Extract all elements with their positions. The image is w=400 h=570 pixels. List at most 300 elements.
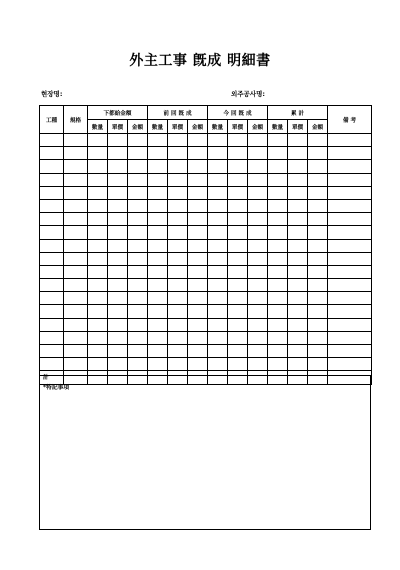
table-cell[interactable] (308, 239, 328, 252)
table-cell[interactable] (168, 265, 188, 278)
table-cell[interactable] (248, 160, 268, 173)
table-cell[interactable] (328, 318, 372, 331)
table-cell[interactable] (168, 305, 188, 318)
table-cell[interactable] (288, 160, 308, 173)
table-cell[interactable] (88, 305, 108, 318)
table-cell[interactable] (188, 318, 208, 331)
table-cell[interactable] (228, 173, 248, 186)
table-cell[interactable] (64, 279, 88, 292)
table-cell[interactable] (208, 358, 228, 371)
table-cell[interactable] (188, 345, 208, 358)
table-cell[interactable] (40, 358, 64, 371)
table-cell[interactable] (228, 186, 248, 199)
table-cell[interactable] (248, 292, 268, 305)
table-cell[interactable] (208, 186, 228, 199)
table-row (40, 305, 372, 318)
table-cell[interactable] (228, 305, 248, 318)
table-cell[interactable] (64, 226, 88, 239)
table-cell[interactable] (168, 173, 188, 186)
table-cell[interactable] (328, 147, 372, 160)
table-cell[interactable] (248, 226, 268, 239)
table-cell[interactable] (268, 173, 288, 186)
table-cell[interactable] (168, 134, 188, 147)
table-cell[interactable] (328, 186, 372, 199)
table-cell[interactable] (108, 279, 128, 292)
table-cell[interactable] (308, 134, 328, 147)
table-cell[interactable] (168, 213, 188, 226)
table-cell[interactable] (108, 358, 128, 371)
table-cell[interactable] (148, 226, 168, 239)
table-cell[interactable] (148, 173, 168, 186)
header-contract-amount: 下都給金額 (88, 106, 148, 120)
table-cell[interactable] (108, 252, 128, 265)
table-cell[interactable] (248, 147, 268, 160)
table-cell[interactable] (248, 239, 268, 252)
table-cell[interactable] (168, 279, 188, 292)
table-cell[interactable] (64, 213, 88, 226)
table-cell[interactable] (328, 345, 372, 358)
table-cell[interactable] (268, 239, 288, 252)
table-cell[interactable] (148, 186, 168, 199)
table-cell[interactable] (88, 173, 108, 186)
table-cell[interactable] (40, 213, 64, 226)
table-cell[interactable] (228, 292, 248, 305)
table-cell[interactable] (248, 331, 268, 344)
table-cell[interactable] (328, 199, 372, 212)
table-cell[interactable] (228, 226, 248, 239)
table-cell[interactable] (88, 239, 108, 252)
table-cell[interactable] (328, 239, 372, 252)
table-cell[interactable] (288, 345, 308, 358)
table-cell[interactable] (148, 134, 168, 147)
table-cell[interactable] (308, 160, 328, 173)
table-cell[interactable] (308, 265, 328, 278)
table-cell[interactable] (288, 134, 308, 147)
table-cell[interactable] (248, 358, 268, 371)
table-cell[interactable] (308, 345, 328, 358)
table-cell[interactable] (128, 331, 148, 344)
table-cell[interactable] (40, 305, 64, 318)
table-cell[interactable] (228, 265, 248, 278)
special-notes-box (39, 375, 371, 530)
table-cell[interactable] (128, 279, 148, 292)
table-cell[interactable] (148, 279, 168, 292)
table-cell[interactable] (148, 331, 168, 344)
table-cell[interactable] (128, 345, 148, 358)
table-cell[interactable] (328, 134, 372, 147)
table-cell[interactable] (268, 292, 288, 305)
table-cell[interactable] (248, 213, 268, 226)
table-cell[interactable] (64, 265, 88, 278)
table-cell[interactable] (288, 239, 308, 252)
table-cell[interactable] (108, 345, 128, 358)
table-cell[interactable] (208, 279, 228, 292)
table-cell[interactable] (148, 318, 168, 331)
special-notes-label: *特記事項 (43, 385, 70, 391)
table-cell[interactable] (148, 265, 168, 278)
table-row (40, 279, 372, 292)
table-cell[interactable] (188, 239, 208, 252)
table-cell[interactable] (168, 226, 188, 239)
table-cell[interactable] (64, 345, 88, 358)
table-cell[interactable] (268, 213, 288, 226)
table-cell[interactable] (288, 292, 308, 305)
table-cell[interactable] (168, 345, 188, 358)
table-cell[interactable] (64, 292, 88, 305)
table-cell[interactable] (188, 213, 208, 226)
table-cell[interactable] (168, 147, 188, 160)
table-cell[interactable] (188, 305, 208, 318)
table-cell[interactable] (248, 265, 268, 278)
table-cell[interactable] (228, 199, 248, 212)
table-cell[interactable] (308, 358, 328, 371)
table-cell[interactable] (168, 239, 188, 252)
table-cell[interactable] (128, 292, 148, 305)
table-cell[interactable] (288, 213, 308, 226)
table-cell[interactable] (248, 173, 268, 186)
table-cell[interactable] (148, 305, 168, 318)
table-cell[interactable] (248, 345, 268, 358)
table-cell[interactable] (328, 252, 372, 265)
table-cell[interactable] (228, 160, 248, 173)
table-cell[interactable] (40, 292, 64, 305)
table-cell[interactable] (208, 345, 228, 358)
table-cell[interactable] (248, 134, 268, 147)
table-cell[interactable] (188, 226, 208, 239)
header-remarks: 備 考 (328, 106, 372, 134)
subheader-unit-price: 單價 (288, 120, 308, 134)
table-cell[interactable] (188, 358, 208, 371)
table-cell[interactable] (288, 358, 308, 371)
table-cell[interactable] (108, 147, 128, 160)
table-cell[interactable] (88, 147, 108, 160)
table-cell[interactable] (40, 160, 64, 173)
table-cell[interactable] (308, 186, 328, 199)
table-cell[interactable] (148, 252, 168, 265)
table-cell[interactable] (208, 160, 228, 173)
table-cell[interactable] (188, 199, 208, 212)
table-cell[interactable] (188, 186, 208, 199)
table-cell[interactable] (288, 252, 308, 265)
table-cell[interactable] (108, 239, 128, 252)
table-row (40, 252, 372, 265)
table-cell[interactable] (328, 173, 372, 186)
table-cell[interactable] (268, 265, 288, 278)
table-cell[interactable] (128, 265, 148, 278)
table-cell[interactable] (268, 318, 288, 331)
table-cell[interactable] (228, 147, 248, 160)
table-cell[interactable] (128, 186, 148, 199)
table-cell[interactable] (188, 331, 208, 344)
table-cell[interactable] (268, 199, 288, 212)
table-cell[interactable] (108, 318, 128, 331)
table-cell[interactable] (208, 134, 228, 147)
table-cell[interactable] (88, 318, 108, 331)
header-spec: 規格 (64, 106, 88, 134)
table-cell[interactable] (108, 305, 128, 318)
table-cell[interactable] (128, 160, 148, 173)
table-cell[interactable] (40, 186, 64, 199)
table-cell[interactable] (168, 331, 188, 344)
header-work-type: 工種 (40, 106, 64, 134)
subheader-amount: 金額 (248, 120, 268, 134)
table-cell[interactable] (64, 173, 88, 186)
table-cell[interactable] (108, 160, 128, 173)
table-cell[interactable] (268, 252, 288, 265)
table-cell[interactable] (288, 173, 308, 186)
table-cell[interactable] (128, 239, 148, 252)
table-cell[interactable] (108, 134, 128, 147)
table-cell[interactable] (148, 358, 168, 371)
table-cell[interactable] (308, 213, 328, 226)
table-cell[interactable] (108, 265, 128, 278)
table-cell[interactable] (188, 279, 208, 292)
table-cell[interactable] (308, 252, 328, 265)
table-cell[interactable] (88, 134, 108, 147)
table-cell[interactable] (108, 213, 128, 226)
table-cell[interactable] (308, 279, 328, 292)
table-cell[interactable] (148, 147, 168, 160)
table-cell[interactable] (208, 226, 228, 239)
table-cell[interactable] (308, 292, 328, 305)
table-cell[interactable] (88, 213, 108, 226)
table-cell[interactable] (88, 358, 108, 371)
table-cell[interactable] (328, 160, 372, 173)
table-cell[interactable] (328, 265, 372, 278)
table-cell[interactable] (288, 305, 308, 318)
table-cell[interactable] (148, 213, 168, 226)
header-previous-progress: 前 回 旣 成 (148, 106, 208, 120)
table-row (40, 173, 372, 186)
table-cell[interactable] (40, 134, 64, 147)
table-row (40, 199, 372, 212)
table-cell[interactable] (108, 173, 128, 186)
table-cell[interactable] (128, 252, 148, 265)
table-cell[interactable] (64, 186, 88, 199)
table-cell[interactable] (64, 134, 88, 147)
table-row (40, 345, 372, 358)
table-cell[interactable] (248, 186, 268, 199)
table-cell[interactable] (40, 265, 64, 278)
table-cell[interactable] (40, 318, 64, 331)
table-cell[interactable] (88, 331, 108, 344)
subheader-amount: 金額 (128, 120, 148, 134)
table-cell[interactable] (168, 318, 188, 331)
header-cumulative: 累 計 (268, 106, 328, 120)
table-cell[interactable] (168, 186, 188, 199)
table-cell[interactable] (268, 186, 288, 199)
table-cell[interactable] (248, 279, 268, 292)
table-cell[interactable] (228, 358, 248, 371)
table-cell[interactable] (328, 279, 372, 292)
table-cell[interactable] (228, 134, 248, 147)
table-cell[interactable] (328, 331, 372, 344)
table-row (40, 186, 372, 199)
table-cell[interactable] (268, 305, 288, 318)
table-cell[interactable] (168, 252, 188, 265)
table-cell[interactable] (208, 213, 228, 226)
table-cell[interactable] (40, 252, 64, 265)
table-cell[interactable] (208, 331, 228, 344)
table-cell[interactable] (308, 173, 328, 186)
table-cell[interactable] (168, 199, 188, 212)
table-cell[interactable] (168, 358, 188, 371)
subheader-amount: 金額 (308, 120, 328, 134)
table-cell[interactable] (188, 265, 208, 278)
table-cell[interactable] (88, 199, 108, 212)
table-cell[interactable] (40, 239, 64, 252)
table-cell[interactable] (208, 292, 228, 305)
table-cell[interactable] (128, 199, 148, 212)
document-title: 外主工事 旣成 明細書 (129, 53, 271, 69)
table-cell[interactable] (64, 305, 88, 318)
table-cell[interactable] (268, 134, 288, 147)
table-cell[interactable] (308, 318, 328, 331)
table-cell[interactable] (40, 226, 64, 239)
table-cell[interactable] (248, 252, 268, 265)
table-cell[interactable] (40, 345, 64, 358)
table-cell[interactable] (248, 318, 268, 331)
table-cell[interactable] (88, 292, 108, 305)
table-cell[interactable] (308, 305, 328, 318)
table-cell[interactable] (268, 160, 288, 173)
table-cell[interactable] (88, 186, 108, 199)
table-cell[interactable] (128, 226, 148, 239)
table-cell[interactable] (328, 226, 372, 239)
table-cell[interactable] (228, 279, 248, 292)
subheader-unit-price: 單價 (108, 120, 128, 134)
table-row (40, 318, 372, 331)
table-cell[interactable] (328, 358, 372, 371)
table-cell[interactable] (108, 199, 128, 212)
table-cell[interactable] (228, 345, 248, 358)
table-cell[interactable] (248, 199, 268, 212)
table-cell[interactable] (148, 160, 168, 173)
table-cell[interactable] (88, 252, 108, 265)
table-cell[interactable] (64, 358, 88, 371)
subheader-quantity: 數量 (148, 120, 168, 134)
table-cell[interactable] (148, 345, 168, 358)
table-cell[interactable] (40, 199, 64, 212)
table-cell[interactable] (128, 173, 148, 186)
table-cell[interactable] (88, 265, 108, 278)
table-cell[interactable] (288, 186, 308, 199)
table-cell[interactable] (188, 147, 208, 160)
table-cell[interactable] (268, 147, 288, 160)
table-cell[interactable] (288, 318, 308, 331)
table-cell[interactable] (308, 226, 328, 239)
table-cell[interactable] (248, 305, 268, 318)
table-cell[interactable] (308, 147, 328, 160)
table-cell[interactable] (188, 160, 208, 173)
table-cell[interactable] (308, 331, 328, 344)
table-row (40, 226, 372, 239)
table-cell[interactable] (188, 252, 208, 265)
table-cell[interactable] (208, 305, 228, 318)
header-current-progress: 今 回 旣 成 (208, 106, 268, 120)
table-cell[interactable] (268, 345, 288, 358)
table-cell[interactable] (108, 331, 128, 344)
table-cell[interactable] (40, 279, 64, 292)
table-cell[interactable] (108, 226, 128, 239)
table-cell[interactable] (148, 199, 168, 212)
table-cell[interactable] (64, 239, 88, 252)
table-cell[interactable] (228, 331, 248, 344)
table-row (40, 265, 372, 278)
table-cell[interactable] (148, 292, 168, 305)
table-cell[interactable] (228, 318, 248, 331)
table-cell[interactable] (108, 292, 128, 305)
table-cell[interactable] (228, 213, 248, 226)
table-cell[interactable] (328, 292, 372, 305)
site-name-label: 현장명: (41, 90, 63, 98)
table-cell[interactable] (128, 213, 148, 226)
table-cell[interactable] (208, 265, 228, 278)
progress-table (39, 105, 372, 385)
table-cell[interactable] (168, 292, 188, 305)
table-cell[interactable] (188, 292, 208, 305)
table-cell[interactable] (288, 226, 308, 239)
table-cell[interactable] (88, 226, 108, 239)
table-cell[interactable] (128, 147, 148, 160)
table-cell[interactable] (208, 252, 228, 265)
table-cell[interactable] (88, 279, 108, 292)
table-cell[interactable] (208, 199, 228, 212)
table-cell[interactable] (88, 160, 108, 173)
table-cell[interactable] (40, 173, 64, 186)
table-cell[interactable] (208, 173, 228, 186)
table-cell[interactable] (208, 239, 228, 252)
table-cell[interactable] (88, 345, 108, 358)
table-cell[interactable] (208, 147, 228, 160)
table-cell[interactable] (64, 331, 88, 344)
table-cell[interactable] (168, 160, 188, 173)
table-cell[interactable] (108, 186, 128, 199)
table-cell[interactable] (128, 358, 148, 371)
table-cell[interactable] (188, 134, 208, 147)
table-cell[interactable] (268, 279, 288, 292)
table-cell[interactable] (288, 147, 308, 160)
table-cell[interactable] (268, 226, 288, 239)
table-cell[interactable] (64, 160, 88, 173)
table-cell[interactable] (64, 199, 88, 212)
table-cell[interactable] (64, 252, 88, 265)
table-cell[interactable] (288, 199, 308, 212)
table-cell[interactable] (288, 331, 308, 344)
table-cell[interactable] (328, 305, 372, 318)
table-cell[interactable] (288, 265, 308, 278)
table-cell[interactable] (64, 318, 88, 331)
table-cell[interactable] (268, 358, 288, 371)
table-cell[interactable] (40, 331, 64, 344)
table-row (40, 213, 372, 226)
table-cell[interactable] (40, 147, 64, 160)
table-cell[interactable] (328, 213, 372, 226)
table-cell[interactable] (128, 318, 148, 331)
table-cell[interactable] (228, 239, 248, 252)
table-cell[interactable] (148, 239, 168, 252)
table-cell[interactable] (308, 199, 328, 212)
table-cell[interactable] (288, 279, 308, 292)
table-cell[interactable] (128, 134, 148, 147)
table-cell[interactable] (188, 173, 208, 186)
table-cell[interactable] (128, 305, 148, 318)
table-row (40, 134, 372, 147)
table-cell[interactable] (268, 331, 288, 344)
table-cell[interactable] (208, 318, 228, 331)
table-cell[interactable] (228, 252, 248, 265)
table-cell[interactable] (64, 147, 88, 160)
